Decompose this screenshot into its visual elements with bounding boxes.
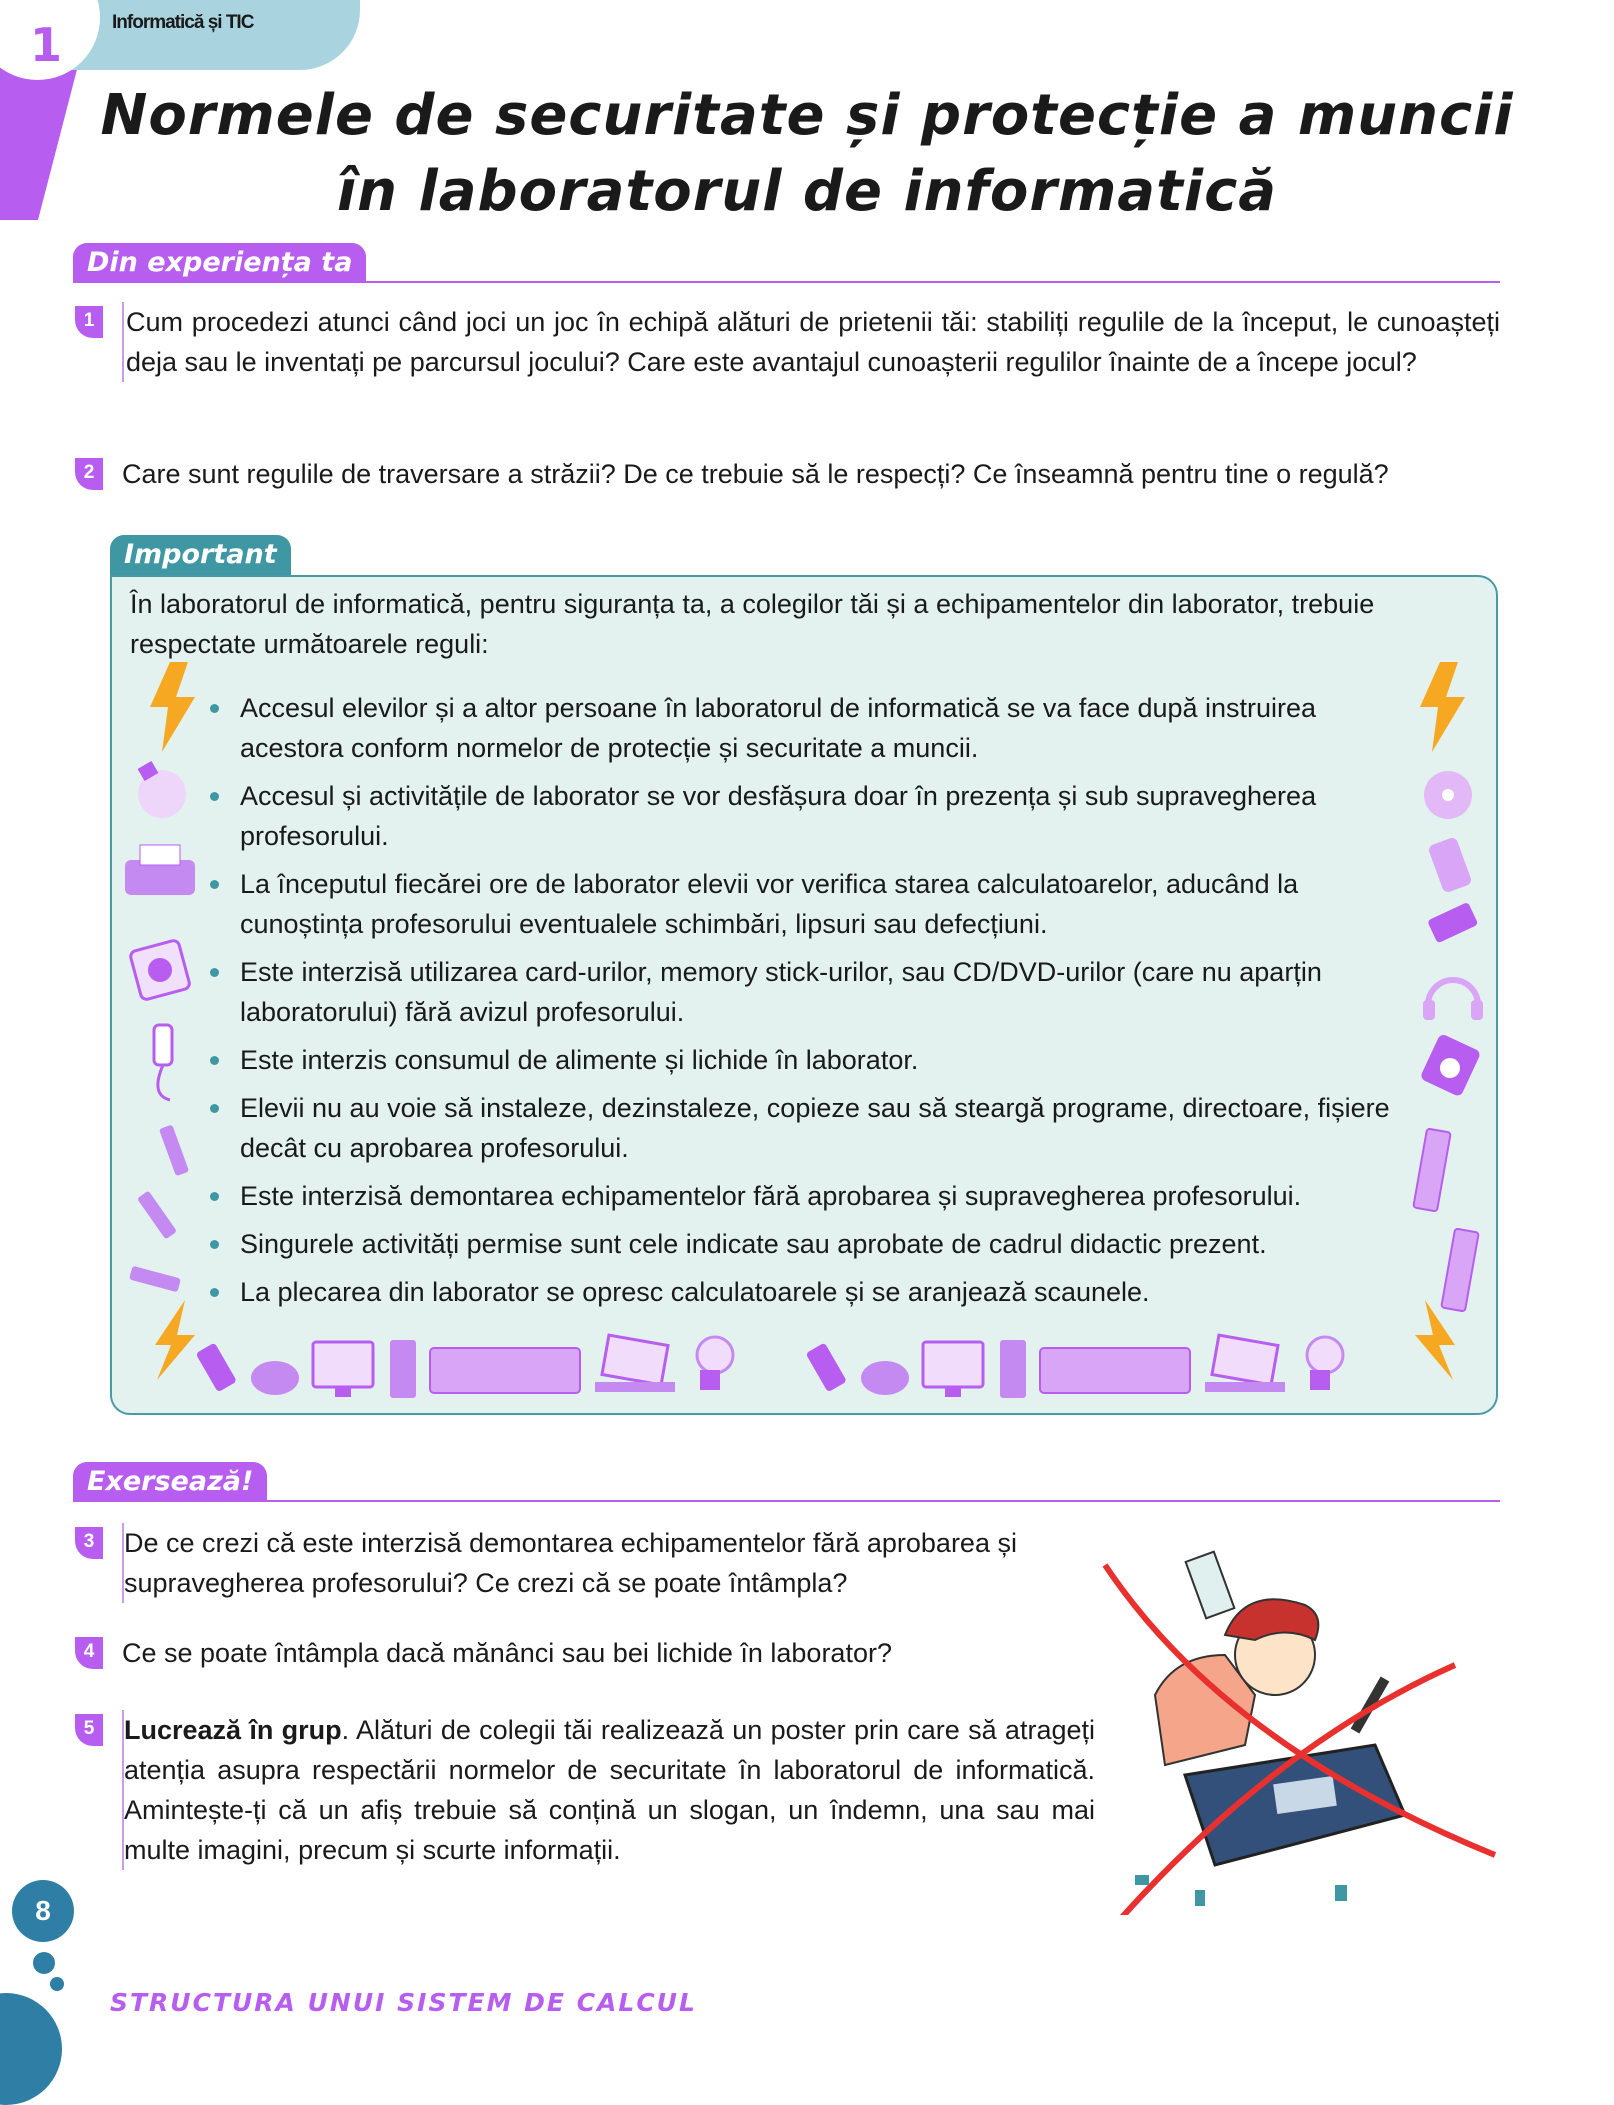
question-5 — [75, 1710, 1095, 1870]
battery-icon — [1425, 900, 1485, 950]
lightning-icon — [140, 662, 200, 752]
rule-item: Este interzisă utilizarea card-urilor, memory stick-urilor, sau CD/DVD-urilor (care nu aparțin laboratorului) fără avizul profesorului. — [210, 952, 1410, 1032]
cfl-bulb-icon — [1307, 1337, 1343, 1390]
question-text: Care sunt regulile de traversare a străzii? De ce trebuie să le respecți? Ce înseamnă pentru tine o regulă? — [122, 459, 1389, 489]
question-number: 5 — [75, 1714, 103, 1746]
section-divider — [73, 281, 1500, 283]
forbidden-disassembly-illustration — [1075, 1545, 1505, 1915]
important-tab: Important — [110, 535, 291, 575]
monitor-icon — [313, 1342, 373, 1397]
section-divider — [73, 1500, 1500, 1502]
headphones-icon — [1418, 965, 1488, 1025]
rule-item: Este interzisă demontarea echipamentelor fără aprobarea și supravegherea profesorului. — [210, 1176, 1410, 1216]
computer-tower-icon — [1000, 1340, 1026, 1398]
question-number: 1 — [75, 306, 103, 338]
header-banner — [60, 0, 360, 70]
lightning-icon — [1410, 1300, 1465, 1380]
question-number: 4 — [75, 1637, 103, 1669]
bubble-decoration — [50, 1977, 64, 1991]
light-bulb-icon — [130, 760, 190, 820]
speaker-tower-icon — [1412, 1125, 1452, 1215]
rule-item: Este interzis consumul de alimente și lichide în laborator. — [210, 1040, 1410, 1080]
usb-stick-icon — [135, 1185, 185, 1245]
rules-list — [210, 688, 1410, 1320]
phone-icon — [1425, 835, 1475, 895]
bubble-decoration — [33, 1952, 55, 1974]
laptop-icon — [595, 1335, 675, 1392]
keyboard-icon — [430, 1348, 580, 1393]
speaker-icon — [1418, 1030, 1488, 1100]
chip-icon — [125, 935, 195, 1005]
rule-item: Accesul și activitățile de laborator se vor desfășura doar în prezența și sub supravegherea profesorului. — [210, 776, 1410, 856]
important-intro: În laboratorul de informatică, pentru siguranța ta, a colegilor tăi și a echipamentelor din laborator, trebuie respectate următoarele reguli: — [130, 589, 1375, 659]
page-number: 8 — [12, 1880, 74, 1942]
unit-title: STRUCTURA UNUI SISTEM DE CALCUL — [110, 1988, 697, 2017]
equipment-icon-row — [195, 1330, 1355, 1405]
rule-item: Singurele activități permise sunt cele indicate sau aprobate de cadrul didactic prezent. — [210, 1224, 1410, 1264]
lightning-icon — [145, 1300, 200, 1380]
subject-label: Informatică și TIC — [112, 12, 254, 33]
page-title — [0, 78, 1614, 230]
laptop-icon — [1205, 1335, 1285, 1392]
power-plug-icon — [140, 1015, 190, 1105]
title-line-1: Normele de securitate și protecție a muncii — [100, 83, 1514, 148]
question-3 — [75, 1523, 1095, 1603]
cd-icon — [1420, 735, 1480, 825]
question-text: Lucrează în grup. Alături de colegii tăi realizează un poster prin care să atrageți atenția asupra respectării normelor de securitate în laboratorul de informatică. Amintește-ți că un afiș trebuie să conțină un slogan, un îndemn, una sau mai multe imagini, precum și scurte informații. — [122, 1710, 1095, 1870]
chapter-number: 1 — [30, 18, 63, 72]
section-tab-exercise: Exersează! — [73, 1462, 267, 1502]
bubble-decoration — [0, 1993, 62, 2105]
keyboard-icon — [1040, 1348, 1190, 1393]
mouse-icon — [251, 1361, 299, 1395]
title-line-2: în laboratorul de informatică — [336, 159, 1278, 224]
question-text: Cum procedezi atunci când joci un joc în echipă alături de prietenii tăi: stabiliți regulile de la început, le cunoașteți deja sau le inventați pe parcursul jocului? Care este avantajul cunoașterii regulilor înainte de a începe jocul? — [122, 302, 1500, 382]
rule-item: La începutul fiecărei ore de laborator elevii vor verifica starea calculatoarelor, aducând la cunoștința profesorului eventualele schimbări, lipsuri sau defecțiuni. — [210, 864, 1410, 944]
cfl-bulb-icon — [697, 1337, 733, 1390]
section-tab-experience: Din experiența ta — [73, 243, 366, 283]
rule-item: La plecarea din laborator se opresc calculatoarele și se aranjează scaunele. — [210, 1272, 1410, 1312]
monitor-icon — [923, 1342, 983, 1397]
question-text: De ce crezi că este interzisă demontarea echipamentelor fără aprobarea și supravegherea profesorului? Ce crezi că se poate întâmpla? — [122, 1523, 1095, 1603]
usb-stick-icon — [155, 1120, 195, 1180]
question-number: 3 — [75, 1527, 103, 1559]
question-1 — [75, 302, 1500, 382]
question-4 — [75, 1633, 1095, 1673]
question-text: Ce se poate întâmpla dacă mănânci sau bei lichide în laborator? — [122, 1638, 892, 1668]
group-work-label: Lucrează în grup — [124, 1715, 342, 1745]
printer-icon — [120, 840, 200, 910]
computer-tower-icon — [390, 1340, 416, 1398]
usb-stick-icon — [805, 1342, 847, 1392]
question-number: 2 — [75, 458, 103, 490]
rule-item: Elevii nu au voie să instaleze, dezinstaleze, copieze sau să steargă programe, directoare, fișiere decât cu aprobarea profesorului. — [210, 1088, 1410, 1168]
usb-stick-icon — [125, 1260, 185, 1300]
mouse-icon — [861, 1361, 909, 1395]
question-2 — [75, 454, 1500, 494]
usb-stick-icon — [195, 1342, 237, 1392]
rule-item: Accesul elevilor și a altor persoane în laboratorul de informatică se va face după instruirea acestora conform normelor de protecție și securitate a muncii. — [210, 688, 1410, 768]
